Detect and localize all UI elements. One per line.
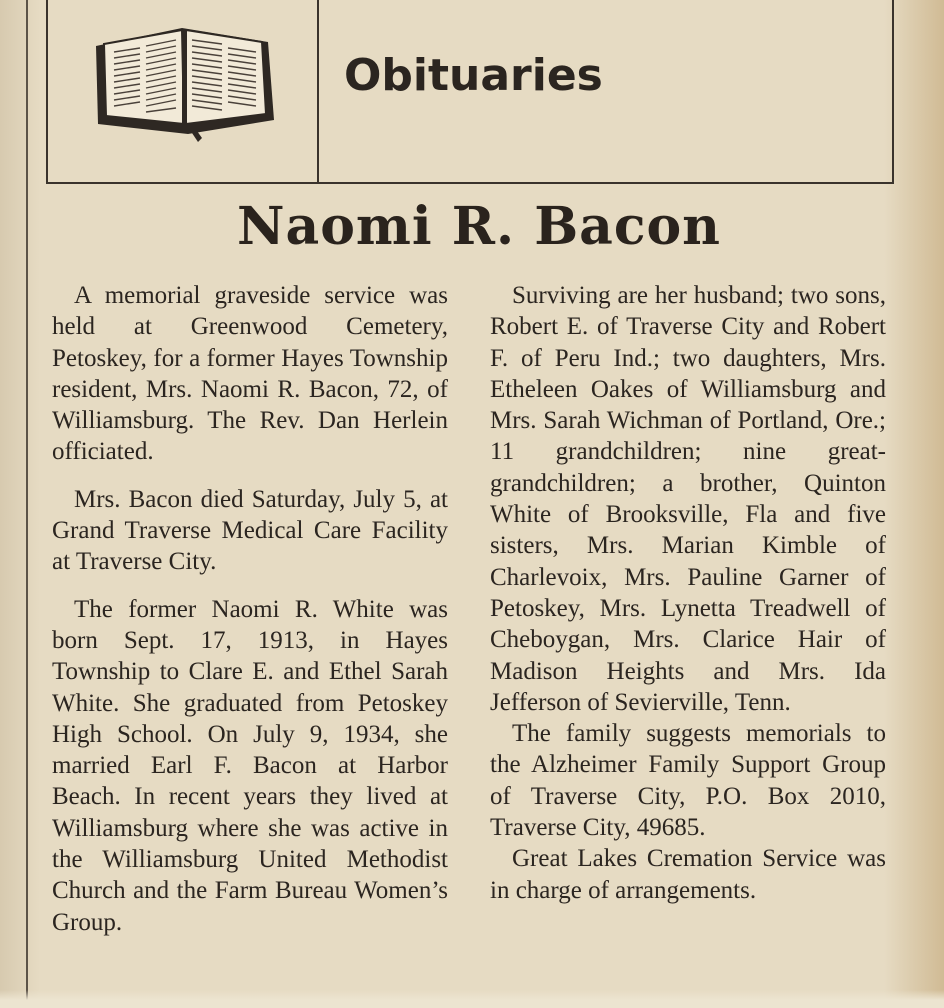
page-edge xyxy=(0,990,944,1008)
column-rule xyxy=(26,0,28,1008)
paragraph: Surviving are her husband; two sons, Robert E. of Traverse City and Robert F. of Peru Ind.; two daughters, Mrs. Etheleen Oakes of Williamsburg and Mrs. Sarah Wichman of Portland, Ore.; 11 grandchildren; nine great-grandchildren; a brother, Quinton White of Brooksville, Fla and five sisters, Mrs. Marian Kimble of Charlevoix, Mrs. Pauline Garner of Petoskey, Mrs. Lynetta Treadwell of Cheboygan, Mrs. Clarice Hair of Madison Heights and Mrs. Ida Jefferson of Sevierville, Tenn. xyxy=(490,282,886,716)
paragraph: The former Naomi R. White was born Sept. 17, 1913, in Hayes Township to Clare E. and Ethel Sarah White. She graduated from Petoskey High School. On July 9, 1934, she married Earl F. Bacon at Harbor Beach. In recent years they lived at Williamsburg where she was active in the Williamsburg United Methodist Church and the Farm Bureau Women’s Group. xyxy=(52,595,448,936)
paragraph: Mrs. Bacon died Saturday, July 5, at Grand Traverse Medical Care Facility at Traverse City. xyxy=(52,485,448,576)
paragraph: Great Lakes Cremation Service was in charge of arrangements. xyxy=(490,845,886,904)
header-divider xyxy=(317,0,319,182)
article-column-right xyxy=(490,280,886,906)
section-title: Obituaries xyxy=(344,50,603,101)
article-column-left xyxy=(52,280,448,938)
paragraph: The family suggests memorials to the Alzheimer Family Support Group of Traverse City, P.O. Box 2010, Traverse City, 49685. xyxy=(490,720,886,842)
section-header xyxy=(46,0,894,184)
paragraph: A memorial graveside service was held at Greenwood Cemetery, Petoskey, for a former Hayes Township resident, Mrs. Naomi R. Bacon, 72, of Williamsburg. The Rev. Dan Herlein officiated. xyxy=(52,282,448,466)
open-book-icon xyxy=(90,16,280,144)
obituary-headline: Naomi R. Bacon xyxy=(236,196,721,257)
